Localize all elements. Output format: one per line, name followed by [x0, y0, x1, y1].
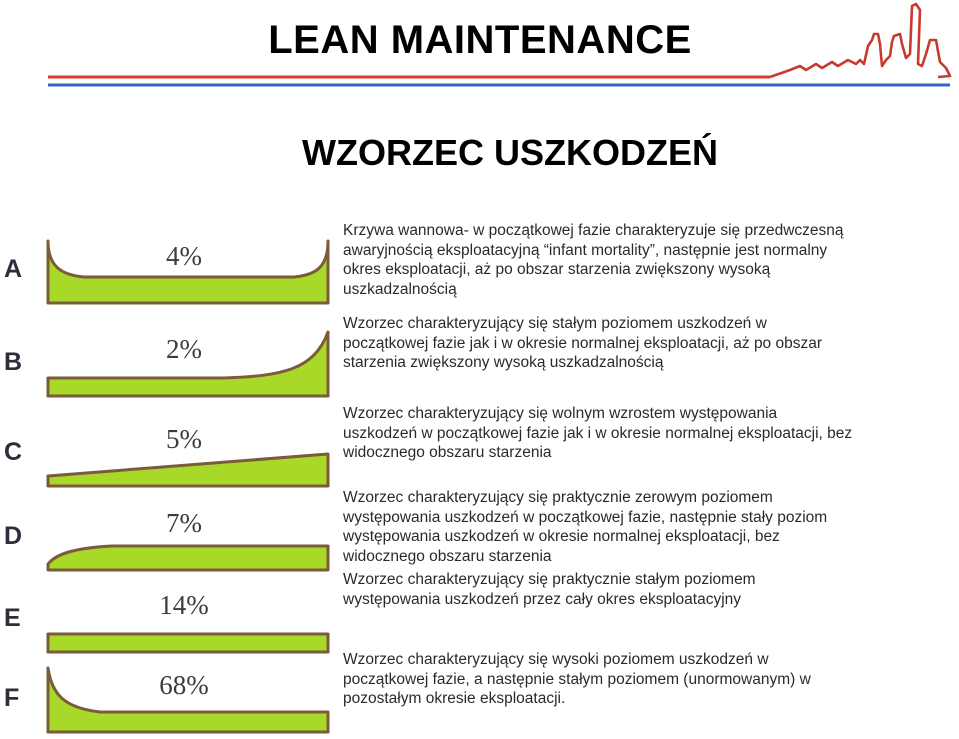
curve-shape-initial-rise [48, 546, 328, 570]
pattern-letter-a: A [4, 255, 23, 283]
pattern-percent-d: 7% [166, 508, 202, 538]
pattern-description-a [343, 221, 933, 299]
pattern-percent-b: 2% [166, 334, 202, 364]
description-line: widocznego obszaru starzenia [343, 444, 552, 462]
description-line: uszkodzeń w początkowej fazie jak i w okresie normalnej eksploatacji, bez [343, 424, 853, 442]
description-line: widocznego obszaru starzenia [343, 547, 552, 565]
pattern-description-c [343, 404, 933, 463]
description-line: awaryjnością eksploatacyjną “infant mortality”, następnie jest normalny [343, 241, 828, 259]
pattern-percent-e: 14% [159, 590, 209, 620]
pattern-letter-b: B [4, 348, 23, 376]
pattern-description-d [343, 488, 933, 566]
page-title: LEAN MAINTENANCE [268, 18, 692, 62]
pattern-percent-c: 5% [166, 424, 202, 454]
pattern-percent-a: 4% [166, 241, 202, 271]
section-title: WZORZEC USZKODZEŃ [302, 132, 718, 173]
description-line: występowania uszkodzeń przez cały okres eksploatacyjny [343, 590, 742, 608]
pattern-letter-f: F [4, 684, 20, 712]
pattern-letter-c: C [4, 438, 23, 466]
description-line: Wzorzec charakteryzujący się wysoki poziomem uszkodzeń w [343, 651, 769, 668]
description-line: początkowej fazie, a następnie stałym poziomem (unormowanym) w [343, 670, 811, 688]
pattern-letter-d: D [4, 522, 23, 550]
pattern-percent-f: 68% [159, 670, 209, 700]
description-line: początkowej fazie jak i w okresie normalnej eksploatacji, aż po obszar [343, 334, 823, 352]
description-line: Krzywa wannowa- w początkowej fazie charakteryzuje się przedwczesną [343, 222, 844, 239]
pattern-letter-e: E [4, 604, 21, 632]
description-line: Wzorzec charakteryzujący się stałym poziomem uszkodzeń w [343, 315, 767, 332]
description-line: okres eksploatacji, aż po obszar starzenia zwiększony wysoką [343, 261, 771, 279]
description-line: Wzorzec charakteryzujący się wolnym wzrostem występowania [343, 405, 778, 422]
description-line: pozostałym okresie eksploatacji. [343, 690, 566, 708]
pattern-description-b [343, 314, 933, 373]
description-line: Wzorzec charakteryzujący się praktycznie zerowym poziomem [343, 489, 773, 506]
curve-shape-constant [48, 634, 328, 652]
description-line: uszkadzalnością [343, 280, 457, 298]
pattern-description-f [343, 650, 933, 709]
description-line: występowania uszkodzeń w okresie normalnej eksploatacji, bez [343, 528, 780, 546]
factory-logo-icon [760, 0, 959, 82]
description-line: Wzorzec charakteryzujący się praktycznie stałym poziomem [343, 571, 756, 588]
description-line: występowania uszkodzeń w początkowej fazie, następnie stały poziom [343, 508, 828, 526]
curve-shape-slow-increase [48, 454, 328, 486]
description-line: starzenia zwiększony wysoką uszkadzalnością [343, 354, 664, 372]
pattern-description-e [343, 570, 933, 609]
